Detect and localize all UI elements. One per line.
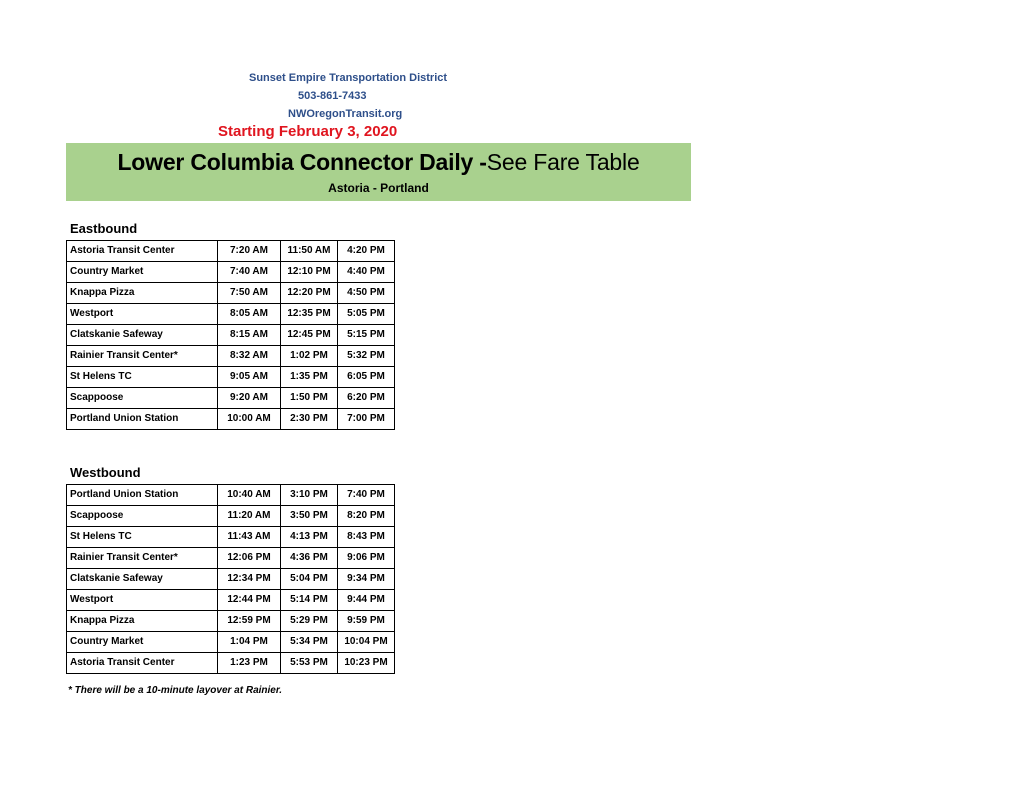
departure-time: 1:02 PM <box>281 346 338 367</box>
org-name: Sunset Empire Transportation District <box>249 72 448 84</box>
stop-name: Astoria Transit Center <box>67 653 218 674</box>
departure-time: 9:05 AM <box>218 367 281 388</box>
departure-time: 12:06 PM <box>218 548 281 569</box>
stop-name: Portland Union Station <box>67 409 218 430</box>
stop-name: Scappoose <box>67 388 218 409</box>
banner-title <box>66 149 691 176</box>
departure-time: 2:30 PM <box>281 409 338 430</box>
departure-time: 7:20 AM <box>218 241 281 262</box>
departure-time: 1:35 PM <box>281 367 338 388</box>
stop-name: Portland Union Station <box>67 485 218 506</box>
departure-time: 1:04 PM <box>218 632 281 653</box>
title-banner <box>66 143 691 201</box>
org-website: NWOregonTransit.org <box>288 108 403 120</box>
table-row <box>67 632 395 653</box>
eastbound-table <box>66 240 395 430</box>
departure-time: 12:10 PM <box>281 262 338 283</box>
departure-time: 10:40 AM <box>218 485 281 506</box>
table-row <box>67 653 395 674</box>
departure-time: 8:43 PM <box>338 527 395 548</box>
departure-time: 5:32 PM <box>338 346 395 367</box>
stop-name: Astoria Transit Center <box>67 241 218 262</box>
departure-time: 4:20 PM <box>338 241 395 262</box>
stop-name: Clatskanie Safeway <box>67 569 218 590</box>
table-row <box>67 548 395 569</box>
departure-time: 8:20 PM <box>338 506 395 527</box>
table-row <box>67 304 395 325</box>
stop-name: Rainier Transit Center* <box>67 548 218 569</box>
departure-time: 12:20 PM <box>281 283 338 304</box>
departure-time: 9:06 PM <box>338 548 395 569</box>
departure-time: 11:43 AM <box>218 527 281 548</box>
stop-name: Scappoose <box>67 506 218 527</box>
departure-time: 10:04 PM <box>338 632 395 653</box>
departure-time: 9:44 PM <box>338 590 395 611</box>
table-row <box>67 262 395 283</box>
banner-title-regular: See Fare Table <box>486 149 640 175</box>
stop-name: Knappa Pizza <box>67 611 218 632</box>
start-date: Starting February 3, 2020 <box>218 123 398 140</box>
table-row <box>67 346 395 367</box>
stop-name: Westport <box>67 304 218 325</box>
table-row <box>67 283 395 304</box>
departure-time: 6:20 PM <box>338 388 395 409</box>
departure-time: 9:34 PM <box>338 569 395 590</box>
stop-name: Rainier Transit Center* <box>67 346 218 367</box>
departure-time: 12:34 PM <box>218 569 281 590</box>
table-row <box>67 325 395 346</box>
table-row <box>67 388 395 409</box>
departure-time: 1:50 PM <box>281 388 338 409</box>
departure-time: 10:00 AM <box>218 409 281 430</box>
table-row <box>67 506 395 527</box>
stop-name: Country Market <box>67 632 218 653</box>
departure-time: 10:23 PM <box>338 653 395 674</box>
org-phone: 503-861-7433 <box>298 90 367 102</box>
departure-time: 4:36 PM <box>281 548 338 569</box>
departure-time: 8:15 AM <box>218 325 281 346</box>
table-row <box>67 611 395 632</box>
table-row <box>67 590 395 611</box>
departure-time: 7:40 AM <box>218 262 281 283</box>
table-row <box>67 485 395 506</box>
departure-time: 7:50 AM <box>218 283 281 304</box>
banner-title-bold: Lower Columbia Connector Daily - <box>117 149 487 175</box>
departure-time: 5:14 PM <box>281 590 338 611</box>
departure-time: 7:40 PM <box>338 485 395 506</box>
departure-time: 7:00 PM <box>338 409 395 430</box>
departure-time: 8:05 AM <box>218 304 281 325</box>
departure-time: 5:15 PM <box>338 325 395 346</box>
table-row <box>67 241 395 262</box>
departure-time: 12:45 PM <box>281 325 338 346</box>
stop-name: Clatskanie Safeway <box>67 325 218 346</box>
departure-time: 3:50 PM <box>281 506 338 527</box>
stop-name: Knappa Pizza <box>67 283 218 304</box>
departure-time: 6:05 PM <box>338 367 395 388</box>
departure-time: 9:20 AM <box>218 388 281 409</box>
departure-time: 5:29 PM <box>281 611 338 632</box>
westbound-title: Westbound <box>70 465 141 480</box>
departure-time: 3:10 PM <box>281 485 338 506</box>
stop-name: Westport <box>67 590 218 611</box>
departure-time: 11:20 AM <box>218 506 281 527</box>
departure-time: 9:59 PM <box>338 611 395 632</box>
departure-time: 5:04 PM <box>281 569 338 590</box>
stop-name: St Helens TC <box>67 367 218 388</box>
banner-subtitle: Astoria - Portland <box>328 181 429 195</box>
departure-time: 12:35 PM <box>281 304 338 325</box>
westbound-table <box>66 484 395 674</box>
departure-time: 12:44 PM <box>218 590 281 611</box>
departure-time: 8:32 AM <box>218 346 281 367</box>
stop-name: St Helens TC <box>67 527 218 548</box>
footnote: * There will be a 10-minute layover at Rainier. <box>68 685 282 696</box>
departure-time: 4:50 PM <box>338 283 395 304</box>
table-row <box>67 409 395 430</box>
table-row <box>67 527 395 548</box>
stop-name: Country Market <box>67 262 218 283</box>
departure-time: 11:50 AM <box>281 241 338 262</box>
departure-time: 4:13 PM <box>281 527 338 548</box>
departure-time: 12:59 PM <box>218 611 281 632</box>
eastbound-title: Eastbound <box>70 221 138 236</box>
table-row <box>67 367 395 388</box>
departure-time: 5:53 PM <box>281 653 338 674</box>
table-row <box>67 569 395 590</box>
departure-time: 5:34 PM <box>281 632 338 653</box>
departure-time: 1:23 PM <box>218 653 281 674</box>
departure-time: 4:40 PM <box>338 262 395 283</box>
departure-time: 5:05 PM <box>338 304 395 325</box>
